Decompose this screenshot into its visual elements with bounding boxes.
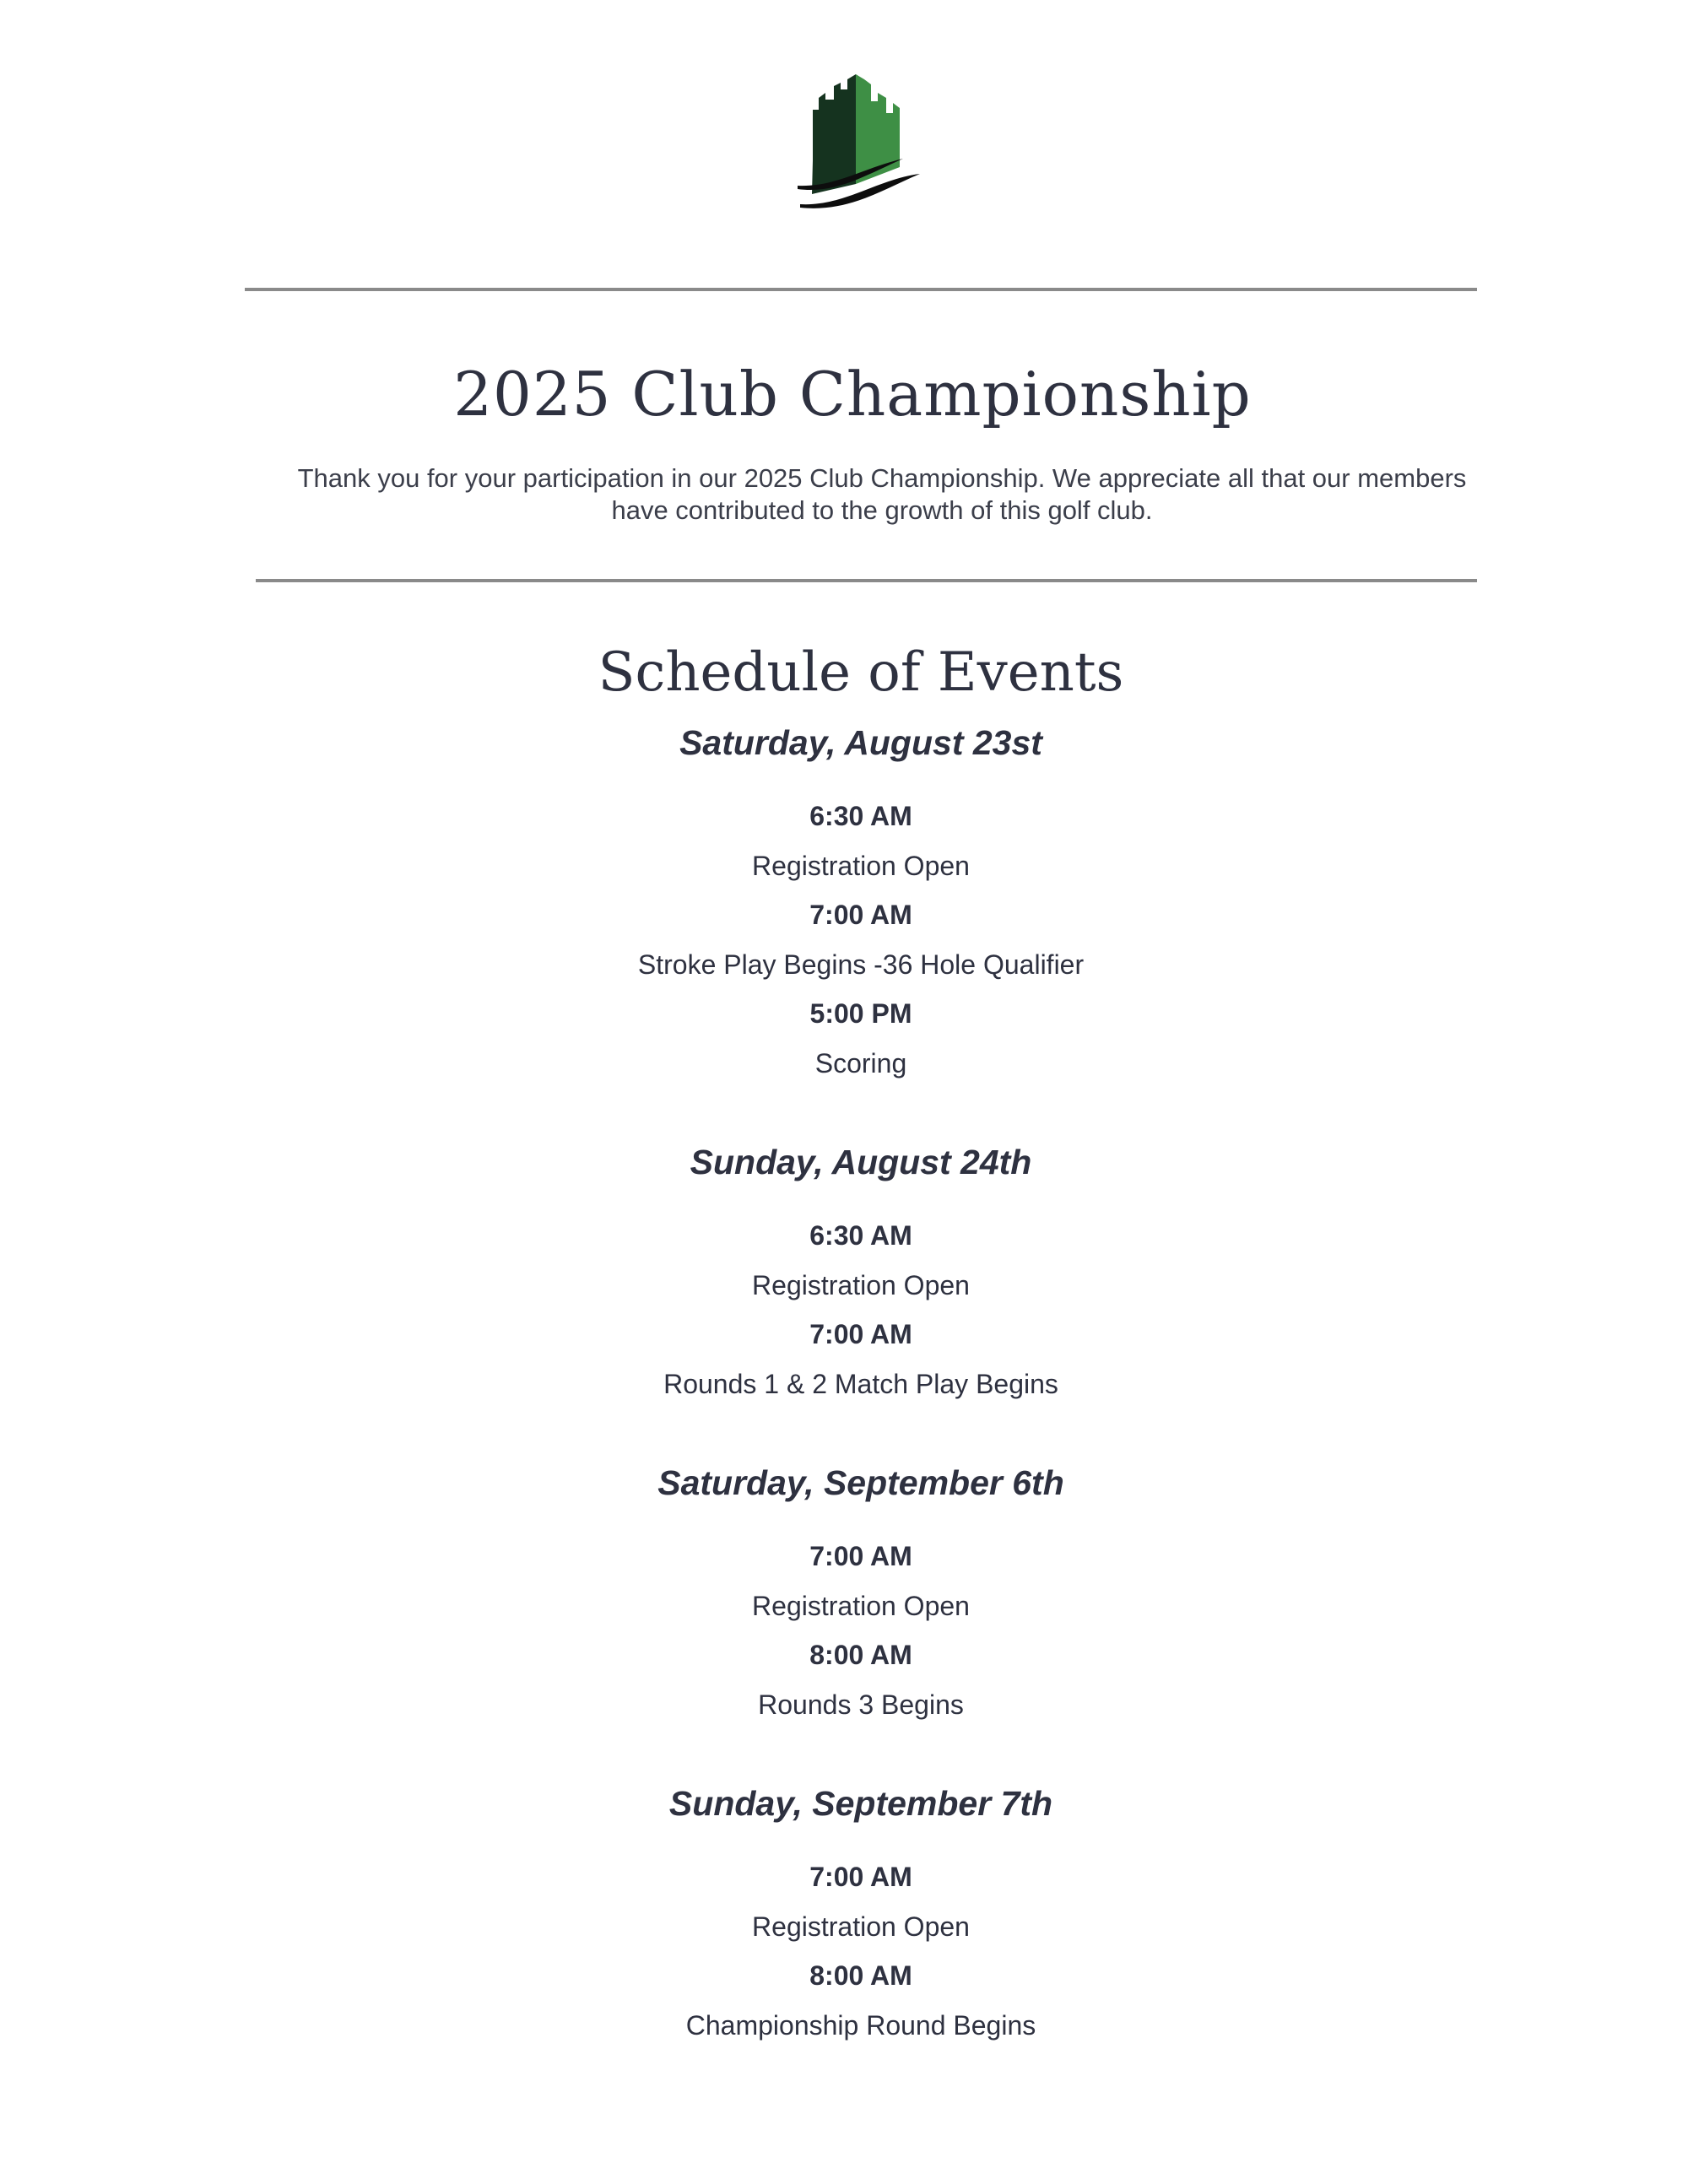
top-divider [245,288,1477,291]
logo-tower-dark [812,74,856,194]
event-time: 7:00 AM [809,900,912,930]
day-title: Saturday, August 23st [679,723,1042,762]
event-description: Rounds 3 Begins [758,1689,964,1720]
event-description: Rounds 1 & 2 Match Play Begins [663,1368,1058,1399]
event-description: Registration Open [752,1269,970,1300]
intro-text: Thank you for your participation in our 2025 Club Championship. We appreciate all that our members have contributed to the growth of this golf club. [297,463,1467,525]
schedule-day [0,1457,1688,1729]
event-time: 6:30 AM [809,801,912,831]
event-description: Registration Open [752,1590,970,1621]
event-description: Registration Open [752,850,970,881]
schedule-day [0,1778,1688,2050]
schedule-day [0,1137,1688,1408]
event-description: Championship Round Begins [685,2009,1036,2041]
event-time: 8:00 AM [809,1640,912,1670]
day-title: Saturday, September 6th [657,1463,1064,1502]
event-time: 8:00 AM [809,1960,912,1991]
day-title: Sunday, September 7th [668,1784,1053,1823]
schedule-list [0,717,1688,2099]
event-time: 7:00 AM [809,1319,912,1349]
middle-divider [256,579,1477,582]
event-description: Scoring [814,1047,907,1078]
page-title: 2025 Club Championship [453,359,1252,430]
event-time: 7:00 AM [809,1541,912,1571]
day-title: Sunday, August 24th [690,1143,1032,1181]
event-time: 7:00 AM [809,1862,912,1892]
event-time: 5:00 PM [809,998,912,1029]
castle-tower-logo-icon [785,68,928,219]
event-description: Registration Open [752,1911,970,1942]
event-description: Stroke Play Begins -36 Hole Qualifier [637,949,1085,980]
schedule-title: Schedule of Events [598,641,1124,704]
event-time: 6:30 AM [809,1220,912,1251]
schedule-day [0,717,1688,1088]
